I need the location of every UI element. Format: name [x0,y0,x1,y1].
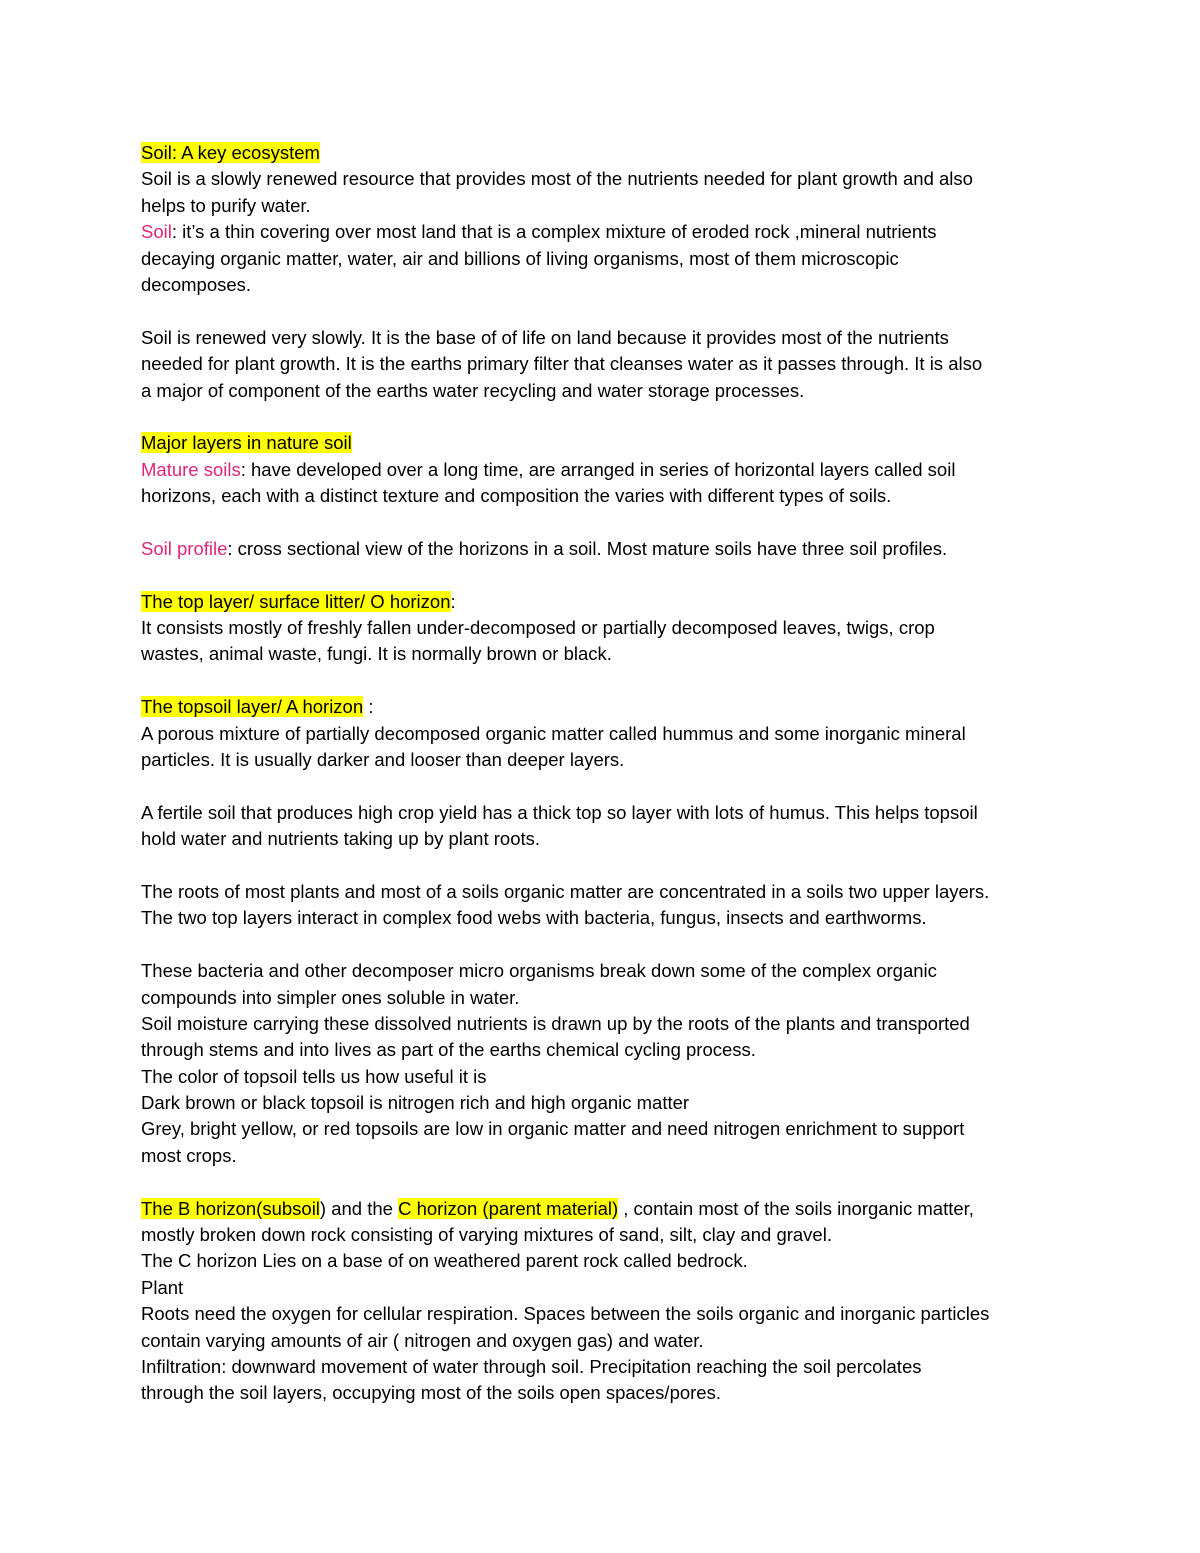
paragraph-line: A porous mixture of partially decomposed organic matter called hummus and some inorganic mineral [141,722,966,744]
paragraph-line: These bacteria and other decomposer micro organisms break down some of the complex organic [141,960,937,982]
heading-o-horizon [141,589,1061,615]
paragraph-line: mostly broken down rock consisting of varying mixtures of sand, silt, clay and gravel. [141,1224,832,1246]
paragraph-line: compounds into simpler ones soluble in water. [141,986,520,1008]
paragraph-line: Dark brown or black topsoil is nitrogen rich and high organic matter [141,1092,690,1114]
definition-text: : have developed over a long time, are arranged in series of horizontal layers called soil [240,458,956,480]
paragraph-line: The two top layers interact in complex food webs with bacteria, fungus, insects and earthworms. [141,907,927,929]
paragraph-line: needed for plant growth. It is the earths primary filter that cleanses water as it passes through. It is also [141,353,983,375]
paragraph-line: through the soil layers, occupying most of the soils open spaces/pores. [141,1382,721,1404]
paragraph-line: The C horizon Lies on a base of on weathered parent rock called bedrock. [141,1250,748,1272]
heading-colon: : [363,696,374,718]
paragraph-line: through stems and into lives as part of the earths chemical cycling process. [141,1039,756,1061]
heading-b-c-horizon [141,1196,1061,1222]
paragraph-line: horizons, each with a distinct texture and composition the varies with different types of soils. [141,485,892,507]
paragraph-line: wastes, animal waste, fungi. It is normally brown or black. [141,643,612,665]
paragraph-line: Soil is renewed very slowly. It is the base of of life on land because it provides most of the nutrients [141,326,949,348]
blank-line [141,404,1061,430]
highlighted-heading: The topsoil layer/ A horizon [141,696,364,718]
blank-line [141,773,1061,799]
paragraph-line: Infiltration: downward movement of water through soil. Precipitation reaching the soil percolates [141,1355,922,1377]
paren-close: ) [319,1197,327,1219]
term-mature-soils: Mature soils [141,458,241,480]
paragraph-line: Grey, bright yellow, or red topsoils are low in organic matter and need nitrogen enrichment to support [141,1118,965,1140]
paragraph-line: Plant [141,1276,184,1298]
paragraph-line: most crops. [141,1144,237,1166]
paragraph-line: It consists mostly of freshly fallen under-decomposed or partially decomposed leaves, twigs, crop [141,617,935,639]
blank-line [141,562,1061,588]
paragraph-line: decomposes. [141,273,252,295]
heading-major-layers [141,430,1061,456]
paragraph-line: hold water and nutrients taking up by plant roots. [141,828,541,850]
paragraph-line: A fertile soil that produces high crop yield has a thick top so layer with lots of humus. This helps topsoil [141,801,978,823]
paragraph-line: Soil moisture carrying these dissolved nutrients is drawn up by the roots of the plants and transported [141,1012,970,1034]
highlighted-heading-b: The B horizon(subsoil [141,1197,320,1219]
definition-mature-soils [141,457,1061,483]
heading-a-horizon [141,694,1061,720]
definition-soil [141,219,1061,245]
paragraph-line: helps to purify water. [141,194,311,216]
paragraph-line: particles. It is usually darker and looser than deeper layers. [141,748,625,770]
definition-soil-profile [141,536,1061,562]
connector-text: and the [326,1197,399,1219]
blank-line [141,298,1061,324]
heading-colon: : [450,590,456,612]
paragraph-line: decaying organic matter, water, air and billions of living organisms, most of them microscopic [141,247,899,269]
paragraph-line: The roots of most plants and most of a soils organic matter are concentrated in a soils two upper layers. [141,880,990,902]
highlighted-heading: Soil: A key ecosystem [141,142,320,163]
blank-line [141,668,1061,694]
document-page [141,140,1061,1407]
heading-rest-text: , contain most of the soils inorganic matter, [618,1197,974,1219]
paragraph-line: Roots need the oxygen for cellular respiration. Spaces between the soils organic and inorganic particles [141,1303,990,1325]
blank-line [141,932,1061,958]
highlighted-heading: Major layers in nature soil [141,432,352,454]
highlighted-heading: The top layer/ surface litter/ O horizon [141,590,451,612]
paragraph-line: The color of topsoil tells us how useful it is [141,1065,487,1087]
paragraph-line: contain varying amounts of air ( nitrogen and oxygen gas) and water. [141,1329,704,1351]
definition-text: : cross sectional view of the horizons in a soil. Most mature soils have three soil profiles. [227,537,948,559]
term-soil: Soil [141,221,172,243]
paragraph-line: a major of component of the earths water recycling and water storage processes. [141,379,805,401]
highlighted-heading-c: C horizon (parent material) [398,1197,619,1219]
blank-line [141,1169,1061,1195]
paragraph-line: Soil is a slowly renewed resource that provides most of the nutrients needed for plant growth and also [141,168,973,190]
blank-line [141,509,1061,535]
definition-text: : it’s a thin covering over most land that is a complex mixture of eroded rock ,mineral nutrients [171,221,937,243]
heading-soil-key-ecosystem [141,140,1061,166]
term-soil-profile: Soil profile [141,537,228,559]
blank-line [141,853,1061,879]
